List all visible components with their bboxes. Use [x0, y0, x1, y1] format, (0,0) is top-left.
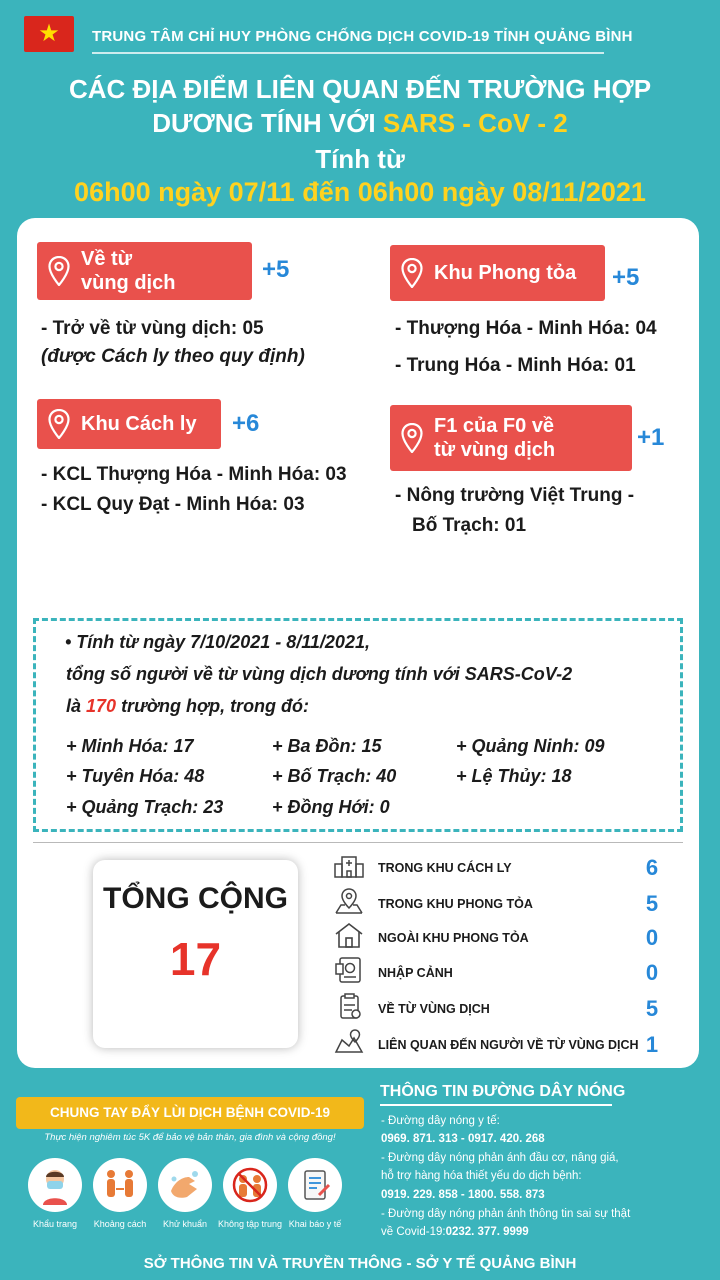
title-line-3: Tính từ [315, 144, 405, 174]
section-divider [33, 842, 683, 843]
distance-icon [93, 1158, 147, 1212]
hotline-line [381, 1224, 529, 1240]
tag-label: Khu Phong tỏa [434, 262, 577, 284]
route-map-icon [332, 1027, 366, 1057]
tag-f1-contact [390, 405, 632, 471]
summary-line-3 [66, 696, 309, 717]
title-line-2-prefix: DƯƠNG TÍNH VỚI [152, 108, 383, 138]
detail-line: - Nông trường Việt Trung - [395, 485, 635, 506]
district-item: + Lệ Thủy: 18 [456, 766, 572, 786]
district-item: + Tuyên Hóa: 48 [66, 766, 205, 786]
district-item: + Quảng Ninh: 09 [456, 736, 605, 756]
detail-line: - Trở về từ vùng dịch: 05 [41, 318, 264, 339]
location-pin-icon [37, 409, 81, 439]
detail-line: - Trung Hóa - Minh Hóa: 01 [395, 355, 636, 376]
star-icon: ★ [38, 20, 60, 47]
tag-label-line-1: Về từ [81, 248, 133, 270]
detail-line: - KCL Quy Đạt - Minh Hóa: 03 [41, 494, 305, 515]
district-item: + Quảng Trạch: 23 [66, 797, 224, 817]
total-card [93, 860, 298, 1048]
total-value: 17 [169, 933, 222, 985]
stat-label: LIÊN QUAN ĐẾN NGƯỜI VỀ TỪ VÙNG DỊCH [378, 1038, 639, 1052]
campaign-subtitle: Thực hiện nghiêm túc 5K để bảo vệ bản thân, gia đình và cộng đồng! [44, 1132, 336, 1143]
stat-value: 5 [645, 891, 659, 916]
stat-value: 0 [645, 960, 659, 985]
campaign-item-label: Khai báo y tế [288, 1219, 342, 1229]
tag-label [81, 247, 175, 295]
summary-line-3-prefix: là [66, 696, 87, 716]
stat-label: TRONG KHU PHONG TỎA [378, 897, 533, 911]
hotline-line-prefix: về Covid-19: [381, 1226, 446, 1238]
hotline-number[interactable] [381, 1131, 545, 1147]
vietnam-flag [24, 16, 74, 52]
detail-line: - Thượng Hóa - Minh Hóa: 04 [395, 318, 657, 339]
stat-label: TRONG KHU CÁCH LY [378, 861, 512, 875]
stat-label: NHẬP CẢNH [378, 966, 453, 980]
hotline-line: - Đường dây nóng y tế: [381, 1115, 500, 1127]
stat-value: 0 [645, 925, 659, 950]
title-line-1: CÁC ĐỊA ĐIỂM LIÊN QUAN ĐẾN TRƯỜNG HỢP [68, 74, 652, 104]
campaign-banner: CHUNG TAY ĐẨY LÙI DỊCH BỆNH COVID-19 [16, 1097, 364, 1129]
date-range: 06h00 ngày 07/11 đến 06h00 ngày 08/11/2021 [74, 177, 646, 207]
summary-total: 170 [86, 696, 117, 716]
summary-line-1: • Tính từ ngày 7/10/2021 - 8/11/2021, [65, 632, 370, 652]
house-icon [332, 920, 366, 950]
hotline-line: hỗ trợ hàng hóa thiết yếu do dịch bệnh: [381, 1170, 582, 1182]
hotline-line: - Đường dây nóng phản ánh thông tin sai sự thật [381, 1208, 631, 1220]
health-declaration-icon [288, 1158, 342, 1212]
count-f1-contact: +1 [637, 424, 665, 451]
location-pin-icon [390, 423, 434, 453]
district-item: + Ba Đồn: 15 [272, 736, 382, 756]
title-virus-name: SARS - CoV - 2 [382, 108, 568, 138]
tag-label: Khu Cách ly [81, 413, 197, 435]
district-item: + Bố Trạch: 40 [272, 766, 397, 786]
detail-line: - KCL Thượng Hóa - Minh Hóa: 03 [41, 464, 347, 485]
campaign-item-label: Khử khuẩn [162, 1219, 208, 1229]
count-quarantine-zone: +6 [232, 410, 260, 437]
handwash-icon [158, 1158, 212, 1212]
count-lockdown-zone: +5 [612, 264, 640, 291]
no-gathering-icon [223, 1158, 277, 1212]
hotline-number-text: 0969. 871. 313 - 0917. 420. 268 [381, 1133, 545, 1145]
campaign-item-label: Không tập trung [217, 1219, 283, 1229]
hotline-title: THÔNG TIN ĐƯỜNG DÂY NÓNG [380, 1083, 626, 1100]
hotline-number[interactable] [381, 1187, 545, 1203]
summary-line-2: tổng số người về từ vùng dịch dương tính với SARS-CoV-2 [66, 664, 573, 684]
tag-lockdown-zone [390, 245, 605, 301]
stat-label: NGOÀI KHU PHONG TỎA [378, 931, 529, 945]
hospital-icon [332, 851, 366, 881]
hotline-line: - Đường dây nóng phản ánh đầu cơ, nâng giá, [381, 1152, 619, 1164]
title-line-2 [0, 108, 720, 139]
stat-value: 5 [645, 996, 659, 1021]
detail-line: (được Cách ly theo quy định) [41, 346, 305, 367]
total-label: TỔNG CỘNG [103, 882, 288, 915]
tag-quarantine-zone [37, 399, 221, 449]
detail-line: Bố Trạch: 01 [412, 515, 527, 536]
campaign-item-label: Khẩu trang [32, 1219, 78, 1229]
district-item: + Đồng Hới: 0 [272, 797, 390, 817]
mask-icon [28, 1158, 82, 1212]
tag-label-line-2: vùng dịch [81, 272, 176, 294]
header-divider [92, 52, 604, 54]
tag-label [434, 414, 555, 462]
tag-from-epidemic-area [37, 242, 252, 300]
stat-label: VỀ TỪ VÙNG DỊCH [378, 1002, 490, 1016]
summary-line-3-suffix: trường hợp, trong đó: [116, 696, 310, 716]
organization-name: TRUNG TÂM CHỈ HUY PHÒNG CHỐNG DỊCH COVID-19 TỈNH QUẢNG BÌNH [92, 28, 633, 45]
location-pin-icon [37, 256, 81, 286]
hotline-number-text: 0919. 229. 858 - 1800. 558. 873 [381, 1189, 545, 1201]
location-pin-icon [390, 258, 434, 288]
tag-label-line-1: F1 của F0 về [434, 415, 555, 437]
district-item: + Minh Hóa: 17 [66, 736, 194, 756]
footer-agencies: SỞ THÔNG TIN VÀ TRUYỀN THÔNG - SỞ Y TẾ QUẢNG BÌNH [143, 1255, 577, 1272]
campaign-item-label: Khoảng cách [93, 1219, 147, 1229]
hotline-divider [380, 1104, 612, 1106]
passport-icon [332, 955, 366, 985]
clipboard-icon [332, 991, 366, 1021]
stat-value: 6 [645, 855, 659, 880]
hotline-number-text[interactable]: 0232. 377. 9999 [445, 1226, 529, 1238]
stat-value: 1 [645, 1032, 659, 1057]
tag-label-line-2: từ vùng dịch [434, 439, 556, 461]
count-from-epidemic-area: +5 [262, 256, 290, 283]
map-pin-icon [332, 886, 366, 916]
